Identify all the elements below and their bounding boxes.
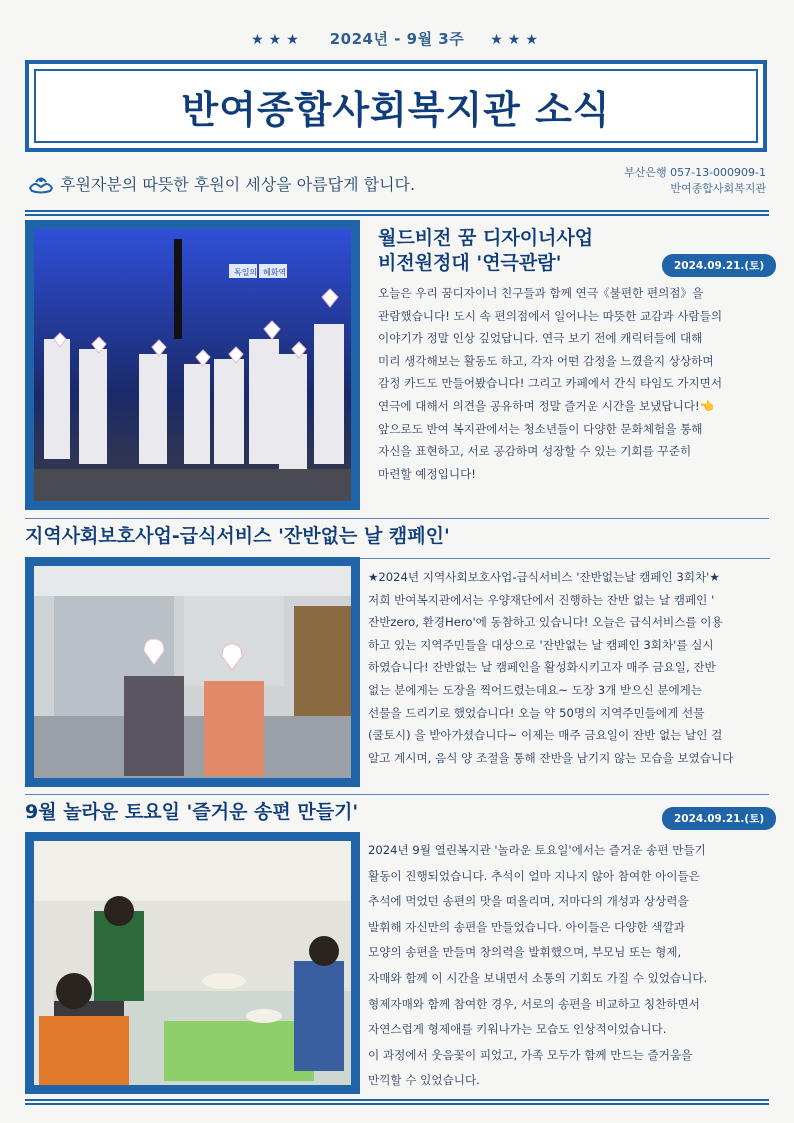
article1-title bbox=[378, 226, 593, 276]
article1-date-badge: 2024.09.21.(토) bbox=[662, 254, 776, 277]
issue-date: 2024년 - 9월 3주 bbox=[329, 30, 465, 48]
article2-line: 하였습니다! 잔반없는 날 캠페인을 활성화시키고자 매주 금요일, 잔반 bbox=[368, 660, 716, 675]
article2-line: 하고 있는 지역주민들을 대상으로 '잔반없는 날 캠페인 3회차'를 실시 bbox=[368, 637, 714, 652]
article1-photo bbox=[34, 229, 351, 501]
article1-line: 미리 생각해보는 활동도 하고, 각자 어떤 감정을 느꼈을지 상상하며 bbox=[378, 353, 714, 368]
article3-line: 2024년 9월 열린복지관 '놀라운 토요일'에서는 즐거운 송편 만들기 bbox=[368, 843, 706, 857]
article1-line: 자신을 표현하고, 서로 공감하며 성장할 수 있는 기회를 꾸준히 bbox=[378, 444, 692, 459]
stars-left: ★★★ bbox=[251, 32, 304, 48]
article1-body bbox=[378, 282, 770, 485]
newsletter-title: 반여종합사회복지관 소식 bbox=[181, 87, 611, 132]
divider-top bbox=[25, 210, 769, 216]
article2-rule bbox=[360, 558, 770, 559]
article1-line: 마련할 예정입니다! bbox=[378, 466, 476, 481]
article3-line: 활동이 진행되었습니다. 추석이 얼마 지나지 않아 참여한 아이들은 bbox=[368, 868, 700, 883]
divider-bottom bbox=[25, 1099, 769, 1105]
article1-line: 관람했습니다! 도시 속 편의점에서 일어나는 따뜻한 교감과 사람들의 bbox=[378, 308, 723, 323]
article3-date-badge: 2024.09.21.(토) bbox=[662, 807, 776, 830]
article3-photo-frame bbox=[25, 832, 360, 1094]
article1-line: 연극에 대해서 의견을 공유하며 정말 즐거운 시간을 보냈답니다!👈 bbox=[378, 398, 715, 413]
sign-text-1: 독일의 bbox=[234, 268, 258, 277]
article1-title-line1: 월드비전 꿈 디자이너사업 bbox=[378, 227, 594, 249]
article3-line: 모양의 송편을 만들며 창의력을 발휘했으며, 부모님 또는 형제, bbox=[368, 945, 682, 960]
bank-account: 부산은행 057-13-000909-1 bbox=[624, 166, 766, 179]
sign-text-2: 혜화역 bbox=[263, 268, 287, 277]
article2-line: 저희 반여복지관에서는 우양재단에서 진행하는 잔반 없는 날 캠페인 ' bbox=[368, 592, 715, 607]
article2-photo-frame bbox=[25, 557, 360, 787]
helping-hands-icon bbox=[28, 174, 54, 194]
article3-line: 발휘해 자신만의 송편을 만들었습니다. 아이들은 다양한 색깔과 bbox=[368, 919, 685, 934]
article1-title-line2: 비전원정대 '연극관람' bbox=[378, 252, 562, 274]
article2-line: ★2024년 지역사회보호사업-급식서비스 '잔반없는날 캠페인 3회차'★ bbox=[368, 570, 720, 584]
donation-slogan: 후원자분의 따뜻한 후원이 세상을 아름답게 합니다. bbox=[60, 175, 416, 194]
header-date-row bbox=[0, 28, 794, 49]
stars-right: ★★★ bbox=[490, 32, 543, 48]
article1-line: 오늘은 우리 꿈디자이너 친구들과 함께 연극《불편한 편의점》을 bbox=[378, 286, 704, 300]
article2-title: 지역사회보호사업-급식서비스 '잔반없는 날 캠페인' bbox=[25, 525, 450, 547]
article1-line: 이야기가 정말 인상 깊었답니다. 연극 보기 전에 캐릭터들에 대해 bbox=[378, 331, 703, 346]
article2-line: 잔반zero, 환경Hero'에 동참하고 있습니다! 오늘은 급식서비스를 이용 bbox=[368, 615, 723, 630]
article3-title: 9월 놀라운 토요일 '즐거운 송편 만들기' bbox=[25, 801, 359, 823]
newsletter-title-box bbox=[25, 60, 767, 152]
article3-body bbox=[368, 838, 768, 1094]
article2-line: 알고 계시며, 음식 양 조절을 통해 잔반을 남기지 않는 모습을 보였습니다 bbox=[368, 750, 734, 765]
article3-line: 이 과정에서 웃음꽃이 피었고, 가족 모두가 함께 만드는 즐거움을 bbox=[368, 1047, 693, 1062]
account-holder: 반여종합사회복지관 bbox=[670, 182, 766, 195]
article2-photo bbox=[34, 566, 351, 778]
article2-line: 없는 분에게는 도장을 찍어드렸는데요~ 도장 3개 받으신 분에게는 bbox=[368, 682, 703, 697]
article2-line: 선물을 드리기로 했었습니다! 오늘 약 50명의 지역주민들에게 선물 bbox=[368, 705, 705, 720]
article2-body bbox=[368, 566, 774, 769]
article3-line: 추석에 먹었던 송편의 맛을 떠올리며, 저마다의 개성과 상상력을 bbox=[368, 894, 689, 909]
article3-line: 자매와 함께 이 시간을 보내면서 소통의 기회도 가질 수 있었습니다. bbox=[368, 970, 708, 985]
article1-line: 앞으로도 반여 복지관에서는 청소년들이 다양한 문화체험을 통해 bbox=[378, 421, 703, 436]
article3-photo bbox=[34, 841, 351, 1085]
bank-info bbox=[624, 165, 766, 197]
divider-1 bbox=[25, 518, 769, 519]
article3-line: 형제자매와 함께 참여한 경우, 서로의 송편을 비교하고 칭찬하면서 bbox=[368, 996, 700, 1011]
divider-2 bbox=[25, 794, 769, 795]
article1-photo-frame bbox=[25, 220, 360, 510]
article3-line: 자연스럽게 형제애를 키워나가는 모습도 인상적이었습니다. bbox=[368, 1022, 667, 1037]
article1-line: 감정 카드도 만들어봤습니다! 그리고 카페에서 간식 타임도 가지면서 bbox=[378, 376, 723, 391]
article2-line: (쿨토시) 을 받아가셨습니다~ 이제는 매주 금요일이 잔반 없는 날인 걸 bbox=[368, 728, 723, 743]
donation-slogan-row bbox=[28, 172, 415, 195]
article3-line: 만끽할 수 있었습니다. bbox=[368, 1073, 480, 1088]
